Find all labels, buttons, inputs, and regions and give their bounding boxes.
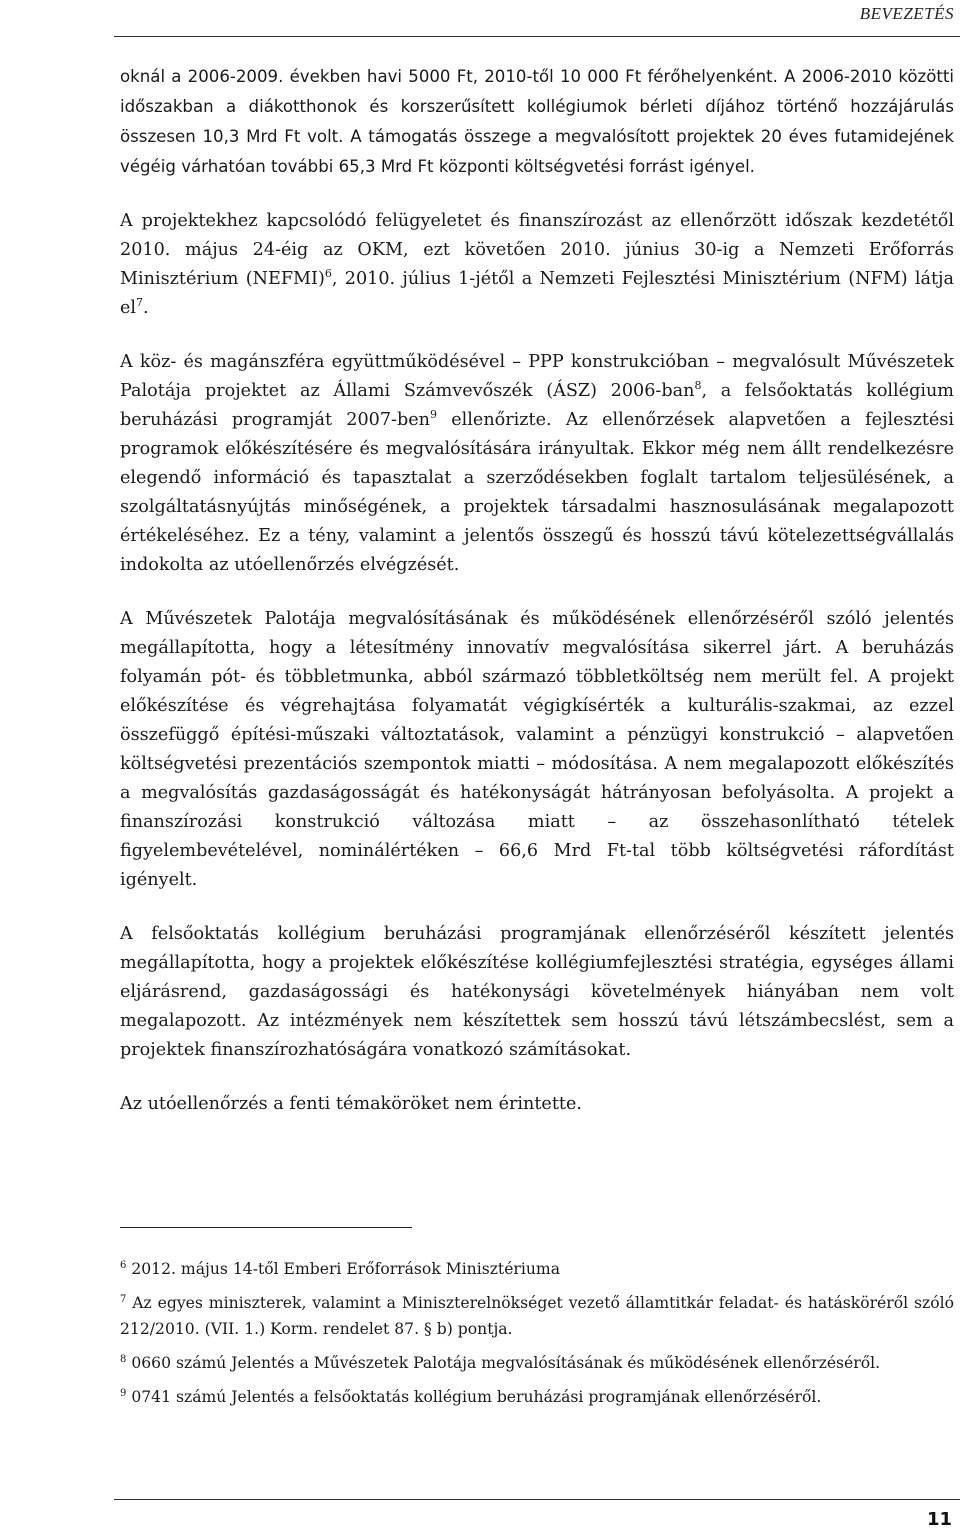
- footnote-text: Az egyes miniszterek, valamint a Miniszterelnökséget vezető államtitkár feladat- és hatásköréről szóló 212/2010. (VII. 1.) Korm. rendelet 87. § b) pontja.: [120, 1294, 954, 1338]
- supervision-text-c: .: [143, 298, 149, 318]
- paragraph-audits: [120, 348, 954, 580]
- footnote-ref-9: 9: [430, 408, 437, 422]
- footnote-text: 0741 számú Jelentés a felsőoktatás kollégium beruházási programjának ellenőrzéséről.: [126, 1388, 822, 1406]
- footnote-number: 7: [120, 1293, 127, 1305]
- footer-divider: [114, 1499, 960, 1500]
- footnote-text: 2012. május 14-től Emberi Erőforrások Minisztériuma: [126, 1260, 560, 1278]
- footnote-8: [120, 1350, 954, 1376]
- footnote-ref-7: 7: [136, 296, 144, 310]
- footnote-ref-6: 6: [324, 267, 332, 281]
- footnote-divider: [120, 1227, 412, 1228]
- footnote-7: [120, 1290, 954, 1342]
- audits-text-b: , a felsőoktatás kollégium beruházási programját 2007-ben: [120, 381, 954, 430]
- footnote-number: 9: [120, 1387, 127, 1399]
- paragraph-funding: [120, 62, 954, 182]
- paragraph-mupa-report: A Művészetek Palotája megvalósításának és működésének ellenőrzéséről szóló jelentés megállapította, hogy a létesítmény innovatív megvalósítása sikerrel járt. A beruházás folyamán pót- és többletmunka, abból származó többletköltség nem merült fel. A projekt előkészítése és végrehajtása folyamatát végigkísérték a kulturális-szakmai, az ezzel összefüggő építési-műszaki változtatások, valamint a pénzügyi konstrukció – alapvetően költségvetési prezentációs szempontok miatti – módosítása. A nem megalapozott előkészítés a megvalósítás gazdaságosságát és hatékonyságát hátrányosan befolyásolta. A projekt a finanszírozási konstrukció változása miatt – az összehasonlítható tételek figyelembevételével, nominálértéken – 66,6 Mrd Ft-tal több költségvetési ráfordítást igényelt.: [120, 609, 954, 890]
- page-number: 11: [926, 1509, 952, 1530]
- footnote-text: 0660 számú Jelentés a Művészetek Palotája megvalósításának és működésének ellenőrzéséről.: [126, 1354, 881, 1372]
- footnote-number: 6: [120, 1259, 127, 1271]
- paragraph-funding-tail: A támogatás összege a megvalósított projektek 20 éves futamidejének végéig várhatóan további 65,3 Mrd Ft központi költségvetési forrást igényel.: [120, 127, 955, 176]
- supervision-text-b: , 2010. július 1-jétől a Nemzeti Fejlesztési Minisztérium (NFM) látja el: [120, 269, 954, 318]
- paragraph-funding-sans: oknál a 2006-2009. években havi 5000 Ft, 2010-től 10 000 Ft férőhelyenként. A 2006-2010 közötti időszakban a diákotthonok és korszerűsített kollégiumok bérleti díjához történő hozzájárulás összesen 10,3 Mrd Ft volt.: [120, 67, 954, 146]
- paragraph-college-report: A felsőoktatás kollégium beruházási programjának ellenőrzéséről készített jelentés megállapította, hogy a projektek előkészítése kollégiumfejlesztési stratégia, egységes állami eljárásrend, gazdaságossági és hatékonysági követelmények hiányában nem volt megalapozott. Az intézmények nem készítettek sem hosszú távú létszámbecslést, sem a projektek finanszírozhatóságára vonatkozó számításokat.: [120, 924, 954, 1060]
- supervision-text-a: A projektekhez kapcsolódó felügyeletet és finanszírozást az ellenőrzött időszak kezdetétől 2010. május 24-éig az OKM, ezt követően 2010. június 30-ig a Nemzeti Erőforrás Minisztérium (NEFMI): [120, 211, 954, 289]
- audits-text-a: A köz- és magánszféra együttműködésével – PPP konstrukcióban – megvalósult Művészetek Palotája projektet az Állami Számvevőszék (ÁSZ) 2006-ban: [120, 352, 954, 401]
- paragraph-closing: Az utóellenőrzés a fenti témaköröket nem érintette.: [120, 1094, 582, 1114]
- footnote-6: [120, 1256, 954, 1282]
- header-divider: [114, 36, 960, 37]
- running-header-title: BEVEZETÉS: [859, 4, 954, 23]
- footnotes-section: [120, 1256, 954, 1418]
- paragraph-supervision: [120, 207, 954, 323]
- page-body: [120, 62, 954, 1144]
- footnote-9: [120, 1384, 954, 1410]
- audits-text-c: ellenőrizte. Az ellenőrzések alapvetően a fejlesztési programok előkészítésére és megvalósítására irányultak. Ekkor még nem állt rendelkezésre elegendő információ és tapasztalat a szerződésekben foglalt tartalom teljesülésének, a szolgáltatásnyújtás minőségének, a projektek társadalmi hasznosulásának megalapozott értékeléséhez. Ez a tény, valamint a jelentős összegű és hosszú távú kötelezettségvállalás indokolta az utóellenőrzés elvégzését.: [120, 410, 955, 575]
- footnote-number: 8: [120, 1353, 127, 1365]
- footnote-ref-8: 8: [694, 379, 702, 393]
